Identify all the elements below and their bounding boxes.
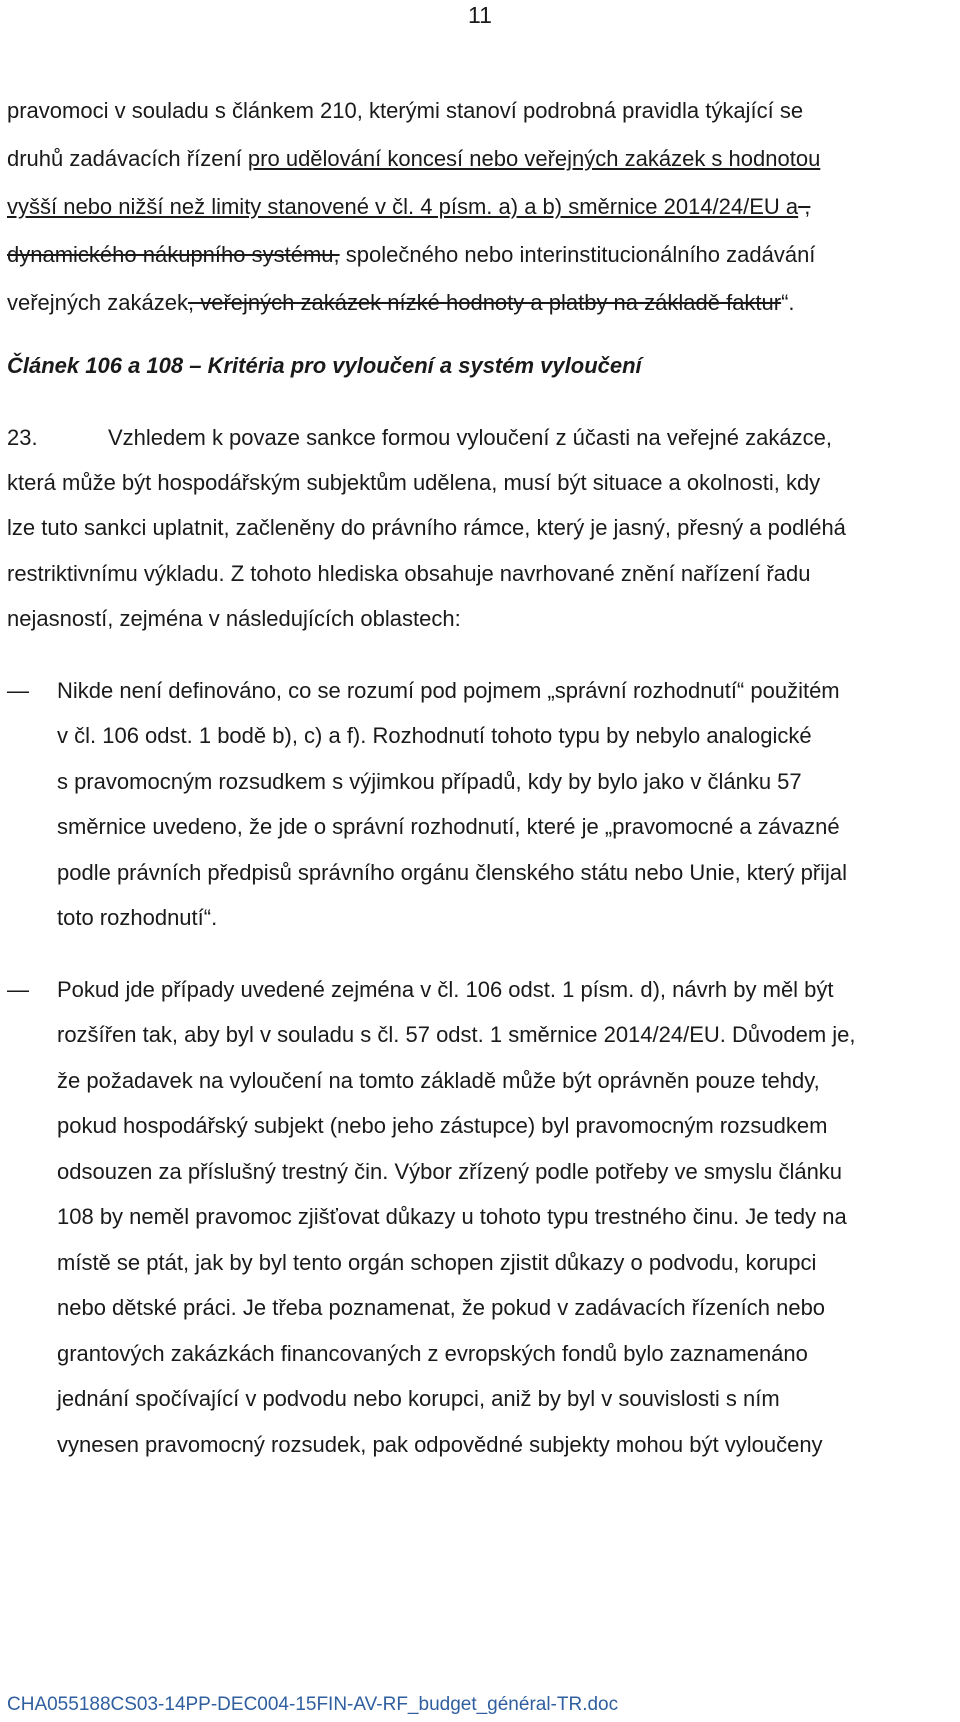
document-filename-footer: CHA055188CS03-14PP-DEC004-15FIN-AV-RF_budget_général-TR.doc	[7, 1694, 619, 1715]
bullet-2-line-3: že požadavek na vyloučení na tomto základě může být oprávněn pouze tehdy,	[57, 1068, 820, 1093]
para23-line-1-text: Vzhledem k povaze sankce formou vyloučení z účasti na veřejné zakázce,	[108, 425, 832, 450]
para23-number: 23.	[7, 425, 38, 450]
bullet-2-line-8: nebo dětské práci. Je třeba poznamenat, že pokud v zadávacích řízeních nebo	[57, 1295, 826, 1320]
bullet-2-line-1: Pokud jde případy uvedené zejména v čl. 106 odst. 1 písm. d), návrh by měl být	[57, 977, 834, 1002]
bullet-2-dash: —	[7, 977, 29, 1002]
para23-line-1	[7, 425, 832, 451]
para1-inserted-text-2: vyšší nebo nižší než limity stanovené v čl. 4 písm. a) a b) směrnice 2014/24/EU a	[7, 194, 799, 219]
bullet-2-line-10: jednání spočívající v podvodu nebo korupci, aniž by byl v souvislosti s ním	[57, 1386, 780, 1411]
para1-line-1: pravomoci v souladu s článkem 210, kterými stanoví podrobná pravidla týkající se	[7, 98, 804, 123]
bullet-2-line-6: 108 by neměl pravomoc zjišťovat důkazy u tohoto typu trestného činu. Je tedy na	[57, 1204, 847, 1229]
para23-line-2: která může být hospodářským subjektům udělena, musí být situace a okolnosti, kdy	[7, 470, 821, 495]
bullet-1-line-6: toto rozhodnutí“.	[57, 905, 218, 930]
bullet-1-line-2: v čl. 106 odst. 1 bodě b), c) a f). Rozhodnutí tohoto typu by nebylo analogické	[57, 723, 812, 748]
bullet-2-line-2: rozšířen tak, aby byl v souladu s čl. 57 odst. 1 směrnice 2014/24/EU. Důvodem je,	[57, 1022, 856, 1047]
bullet-1-line-1: Nikde není definováno, co se rozumí pod pojmem „správní rozhodnutí“ použitém	[57, 678, 840, 703]
bullet-1-line-5: podle právních předpisů správního orgánu členského státu nebo Unie, který přijal	[57, 860, 848, 885]
para1-line-2	[7, 146, 820, 172]
para1-deleted-text-2: , veřejných zakázek nízké hodnoty a platby na základě faktur	[187, 290, 782, 315]
bullet-2-line-5: odsouzen za příslušný trestný čin. Výbor zřízený podle potřeby ve smyslu článku	[57, 1159, 843, 1184]
bullet-2-line-9: grantových zakázkách financovaných z evropských fondů bylo zaznamenáno	[57, 1341, 808, 1366]
para1-line-5-text: veřejných zakázek	[7, 290, 188, 315]
para23-line-3: lze tuto sankci uplatnit, začleněny do právního rámce, který je jasný, přesný a podléhá	[7, 515, 846, 540]
para1-closing-quote: “.	[781, 290, 795, 315]
para1-deleted-text: dynamického nákupního systému,	[7, 242, 340, 267]
para1-line-4-text: společného nebo interinstitucionálního zadávání	[339, 242, 816, 267]
para1-line-4	[7, 242, 815, 268]
bullet-1-dash: —	[7, 678, 29, 703]
para1-inserted-text: pro udělování koncesí nebo veřejných zakázek s hodnotou	[247, 146, 821, 171]
para1-deleted-comma: ,	[798, 194, 811, 219]
bullet-1-line-3: s pravomocným rozsudkem s výjimkou případů, kdy by bylo jako v článku 57	[57, 769, 802, 794]
para1-line-5	[7, 290, 795, 316]
page-number: 11	[468, 2, 492, 28]
article-heading: Článek 106 a 108 – Kritéria pro vyloučení a systém vyloučení	[7, 353, 642, 378]
bullet-2-line-11: vynesen pravomocný rozsudek, pak odpovědné subjekty mohou být vyloučeny	[57, 1432, 823, 1457]
para1-line-2-text: druhů zadávacích řízení	[7, 146, 248, 171]
bullet-2-line-4: pokud hospodářský subjekt (nebo jeho zástupce) byl pravomocným rozsudkem	[57, 1113, 828, 1138]
para23-line-5: nejasností, zejména v následujících oblastech:	[7, 606, 461, 631]
para1-line-3	[7, 194, 810, 220]
para23-line-4: restriktivnímu výkladu. Z tohoto hlediska obsahuje navrhované znění nařízení řadu	[7, 561, 811, 586]
bullet-2-line-7: místě se ptát, jak by byl tento orgán schopen zjistit důkazy o podvodu, korupci	[57, 1250, 817, 1275]
bullet-1-line-4: směrnice uvedeno, že jde o správní rozhodnutí, které je „pravomocné a závazné	[57, 814, 840, 839]
